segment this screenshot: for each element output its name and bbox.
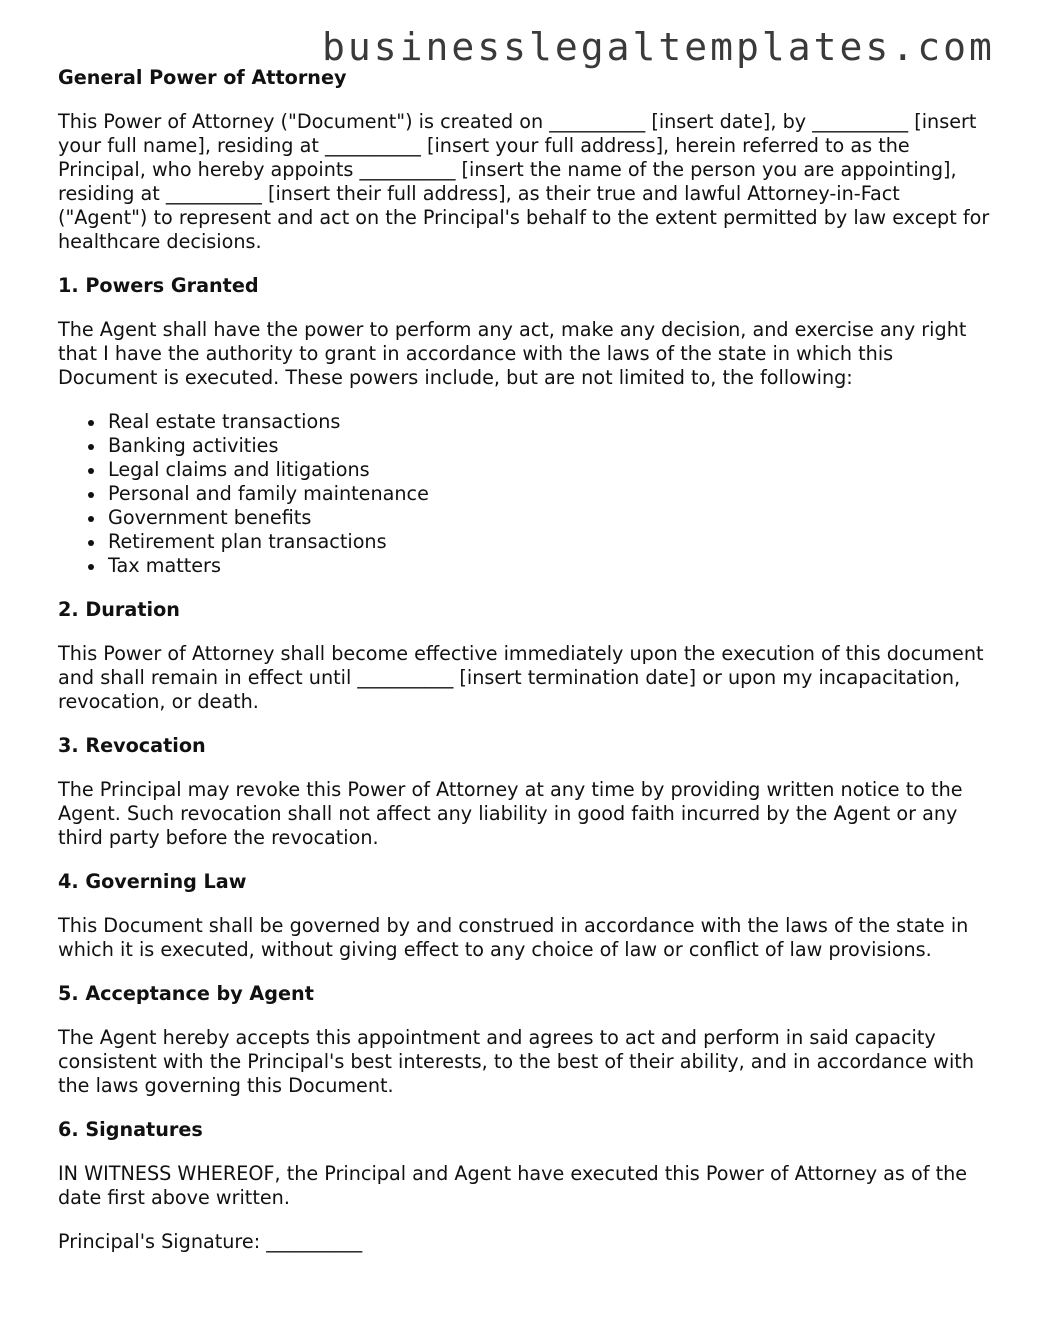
powers-list: [58, 410, 993, 578]
list-item: Retirement plan transactions: [108, 530, 993, 554]
section-heading-revocation: 3. Revocation: [58, 734, 206, 757]
section-heading-signatures: 6. Signatures: [58, 1118, 203, 1141]
section-heading-duration: 2. Duration: [58, 598, 180, 621]
list-item: Real estate transactions: [108, 410, 993, 434]
site-watermark: businesslegaltemplates.com: [322, 25, 995, 69]
section-heading-acceptance: 5. Acceptance by Agent: [58, 982, 314, 1005]
revocation-paragraph: The Principal may revoke this Power of Attorney at any time by providing written notice to the Agent. Such revocation shall not affect any liability in good faith incurred by the Agent or any third party before the revocation.: [58, 778, 963, 849]
list-item: Government benefits: [108, 506, 993, 530]
list-item: Personal and family maintenance: [108, 482, 993, 506]
section-heading-governing-law: 4. Governing Law: [58, 870, 247, 893]
list-item: Tax matters: [108, 554, 993, 578]
duration-paragraph: This Power of Attorney shall become effective immediately upon the execution of this document and shall remain in effect until __________ [insert termination date] or upon my incapacitation, revocation, or death.: [58, 642, 984, 713]
intro-paragraph: This Power of Attorney ("Document") is created on __________ [insert date], by __________ [insert your full name], residing at __________ [insert your full address], herein referred to as the Principal, who hereby appoints __________ [insert the name of the person you are appointing], residing at __________ [insert their full address], as their true and lawful Attorney-in-Fact ("Agent") to represent and act on the Principal's behalf to the extent permitted by law except for healthcare decisions.: [58, 110, 990, 253]
document-body: [58, 66, 993, 1274]
section-heading-powers: 1. Powers Granted: [58, 274, 259, 297]
signatures-paragraph: IN WITNESS WHEREOF, the Principal and Agent have executed this Power of Attorney as of the date first above written.: [58, 1162, 968, 1209]
principal-signature-line: Principal's Signature: __________: [58, 1230, 363, 1253]
list-item: Legal claims and litigations: [108, 458, 993, 482]
acceptance-paragraph: The Agent hereby accepts this appointment and agrees to act and perform in said capacity consistent with the Principal's best interests, to the best of their ability, and in accordance with the laws governing this Document.: [58, 1026, 974, 1097]
governing-law-paragraph: This Document shall be governed by and construed in accordance with the laws of the state in which it is executed, without giving effect to any choice of law or conflict of law provisions.: [58, 914, 969, 961]
powers-paragraph: The Agent shall have the power to perform any act, make any decision, and exercise any right that I have the authority to grant in accordance with the laws of the state in which this Document is executed. These powers include, but are not limited to, the following:: [58, 318, 967, 389]
document-title: General Power of Attorney: [58, 66, 347, 89]
list-item: Banking activities: [108, 434, 993, 458]
